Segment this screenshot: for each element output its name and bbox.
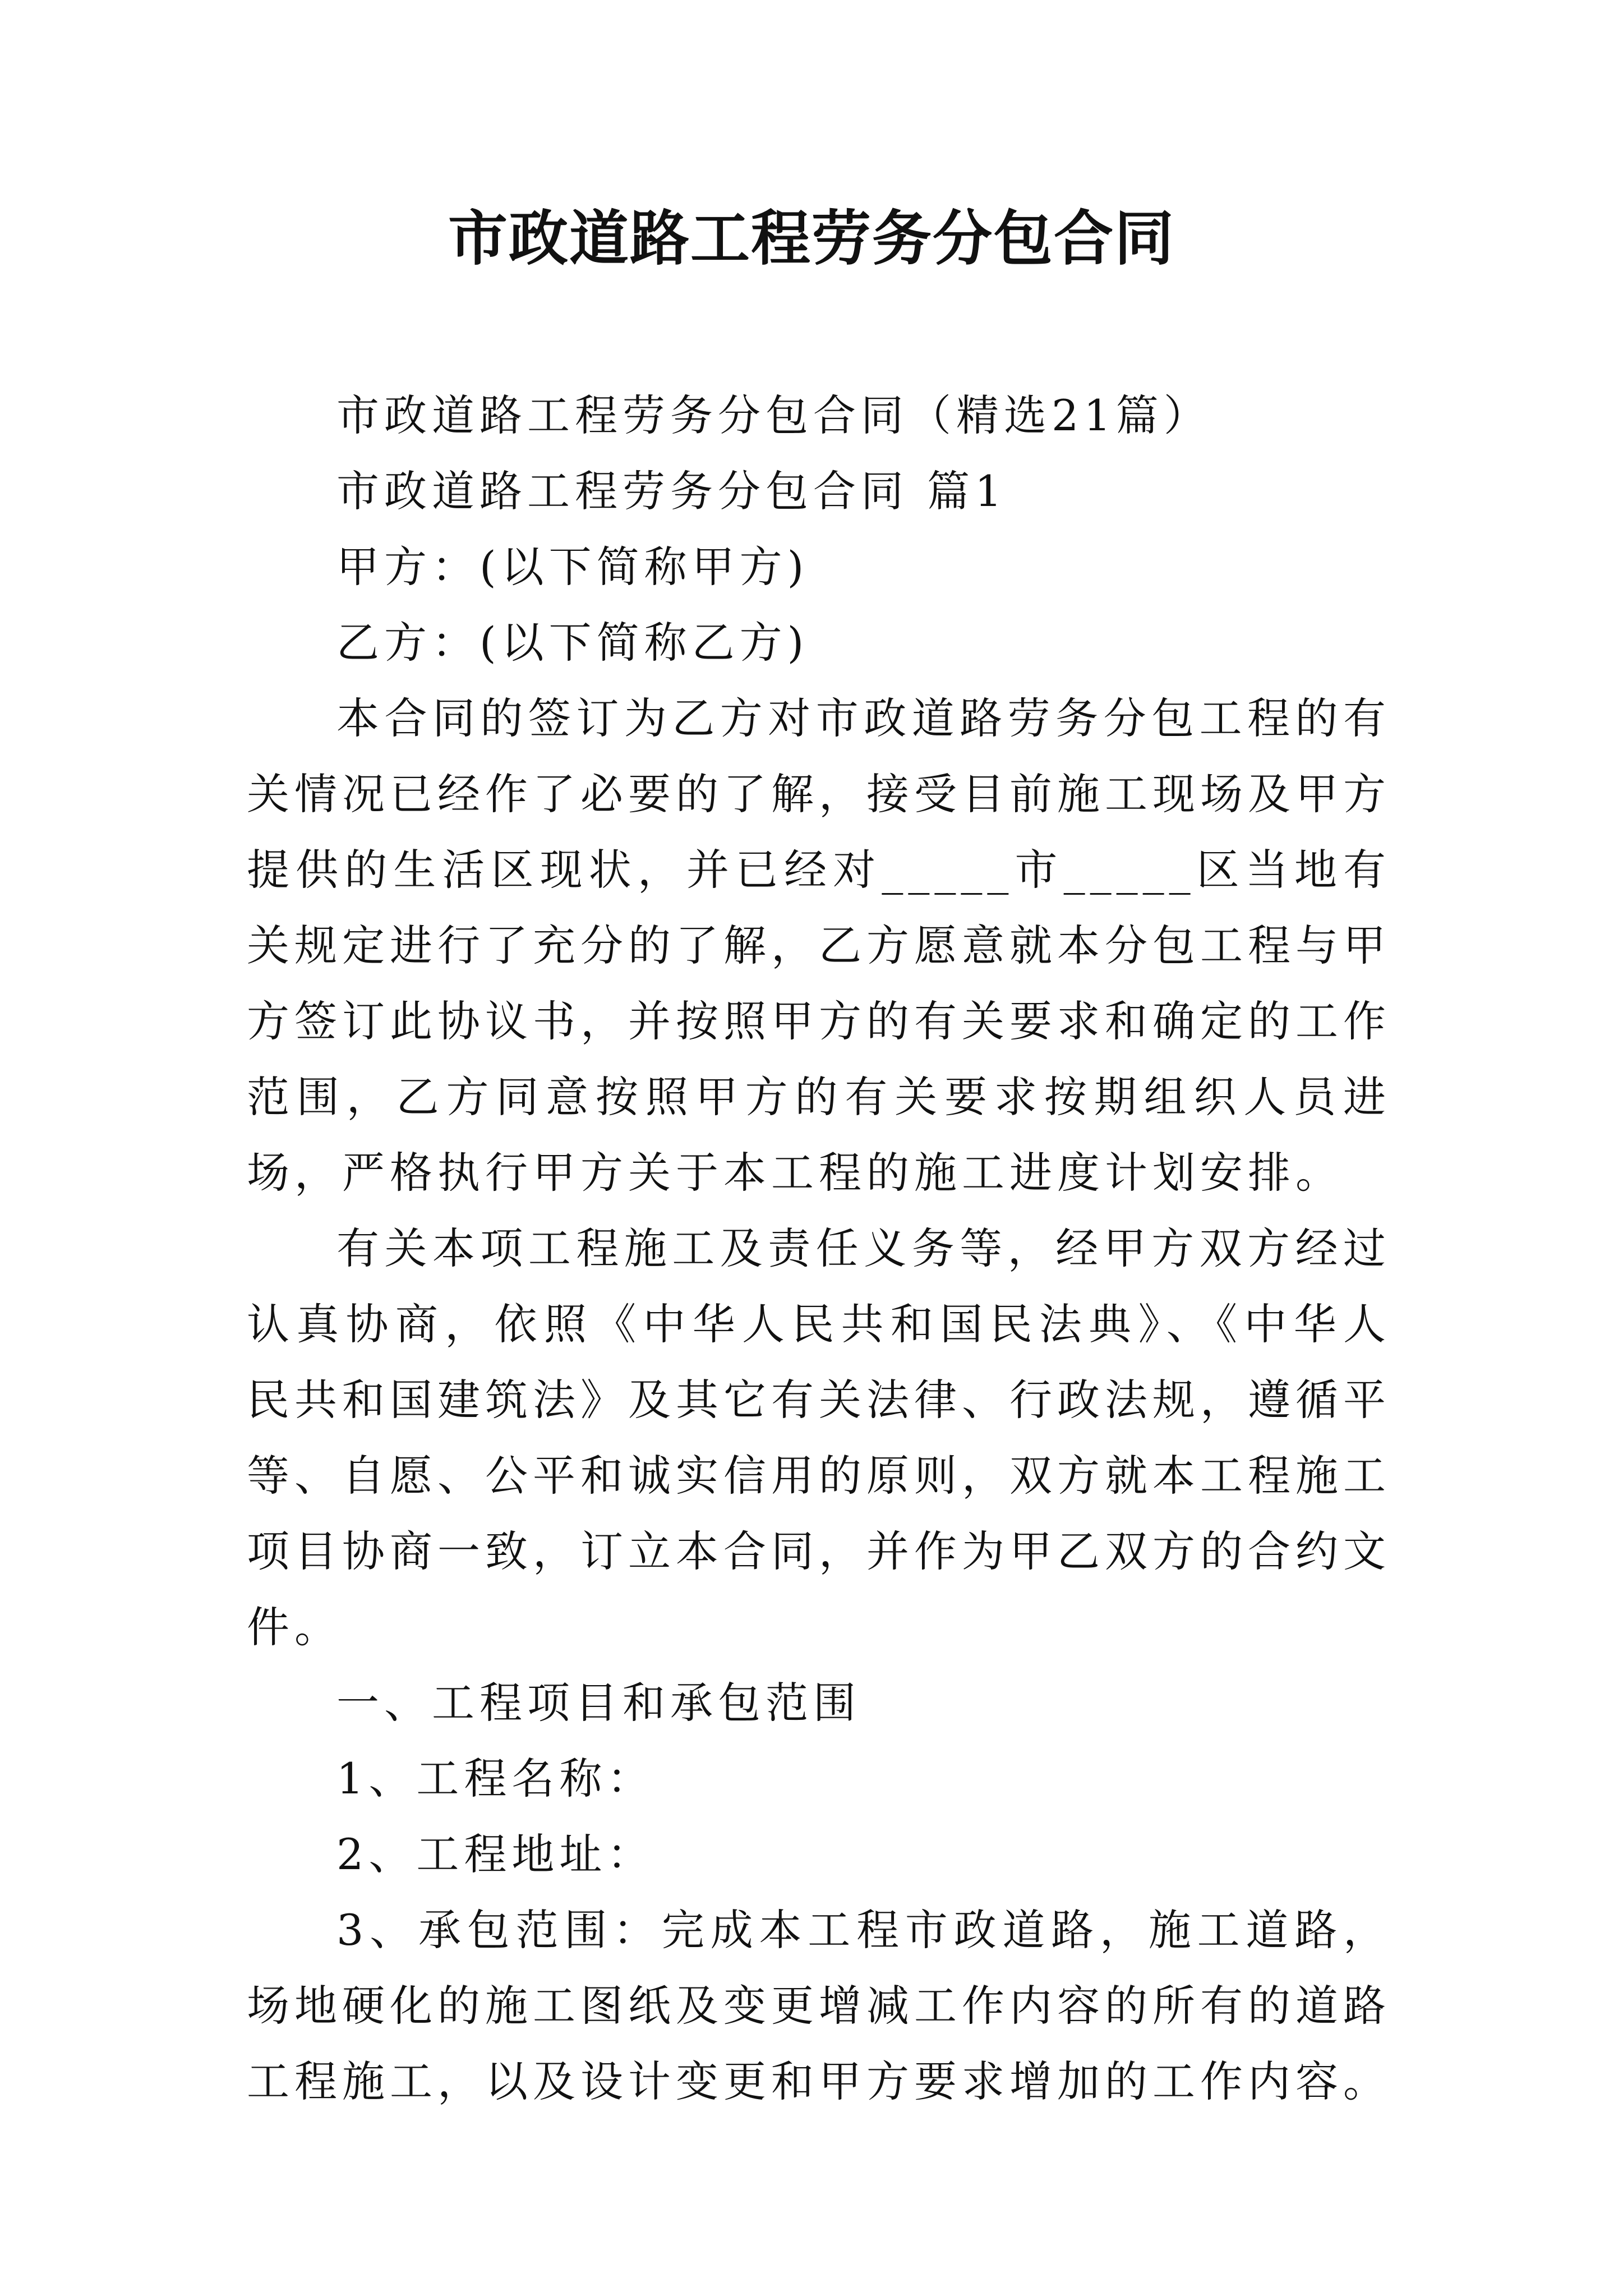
- item-contract-scope: 3、承包范围：完成本工程市政道路，施工道路，场地硬化的施工图纸及变更增减工作内容的所有的道路工程施工，以及设计变更和甲方要求增加的工作内容。: [247, 1905, 1391, 2106]
- document-subtitle: 市政道路工程劳务分包合同（精选21篇）: [336, 390, 1211, 440]
- document-body: [247, 378, 1391, 2119]
- document-title: 市政道路工程劳务分包合同: [448, 203, 1175, 273]
- item-project-address: 2、工程地址：: [336, 1829, 655, 1879]
- party-a-line: 甲方：(以下简称甲方): [336, 542, 809, 592]
- paragraph-intro: 本合同的签订为乙方对市政道路劳务分包工程的有关情况已经作了必要的了解，接受目前施工现场及甲方提供的生活区现状，并已经对_____市_____区当地有关规定进行了充分的了解，乙方愿意就本分包工程与甲方签订此协议书，并按照甲方的有关要求和确定的工作范围，乙方同意按照甲方的有关要求按期组织人员进场，严格执行甲方关于本工程的施工进度计划安排。: [247, 693, 1391, 1198]
- section-heading: 市政道路工程劳务分包合同 篇1: [336, 466, 1007, 516]
- item-project-name: 1、工程名称：: [336, 1754, 655, 1803]
- section-1-heading: 一、工程项目和承包范围: [336, 1678, 861, 1728]
- paragraph-legal-basis: 有关本项工程施工及责任义务等，经甲方双方经过认真协商，依照《中华人民共和国民法典》、《中华人民共和国建筑法》及其它有关法律、行政法规，遵循平等、自愿、公平和诚实信用的原则，双方就本工程施工项目协商一致，订立本合同，并作为甲乙双方的合约文件。: [247, 1223, 1391, 1652]
- party-b-line: 乙方：(以下简称乙方): [336, 618, 809, 668]
